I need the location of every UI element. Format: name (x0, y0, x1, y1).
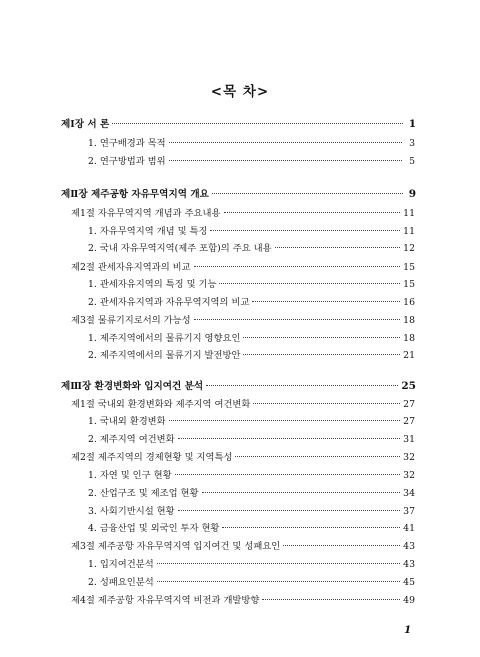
toc-entry[interactable] (88, 413, 415, 429)
toc-entry-page: 27 (403, 416, 415, 427)
toc-entry[interactable] (88, 347, 415, 363)
dot-leader (169, 150, 402, 161)
toc-entry-page: 21 (403, 350, 415, 361)
toc-entry[interactable] (88, 294, 415, 310)
toc-entry[interactable] (88, 485, 415, 501)
page-title: <목 차> (210, 84, 270, 100)
dot-leader (224, 202, 401, 213)
toc-entry-chapter-2[interactable] (61, 186, 416, 202)
toc-entry-label: 제Ⅱ장 제주공항 자유무역지역 개요 (61, 189, 209, 200)
toc-entry-label: 제1절 국내외 환경변화와 제주지역 여건변화 (71, 399, 251, 410)
toc-entry-section[interactable] (71, 205, 415, 221)
dot-leader (212, 183, 403, 194)
toc-entry-label: 2. 제주지역 여건변화 (88, 434, 175, 445)
toc-entry-page: 15 (403, 262, 415, 273)
toc-entry[interactable] (88, 431, 415, 447)
toc-entry-label: 1. 관세자유지역의 특징 및 기능 (88, 279, 217, 290)
toc-entry-page: 1 (408, 118, 416, 130)
toc-entry-page: 34 (403, 488, 415, 499)
toc-entry-page: 16 (403, 297, 415, 308)
dot-leader (222, 517, 400, 528)
dot-leader (275, 237, 401, 248)
toc-entry-label: 제Ⅰ장 서 론 (61, 119, 110, 130)
toc-entry-page: 9 (408, 188, 416, 200)
dot-leader (194, 309, 401, 320)
toc-entry-label: 1. 자유무역지역 개념 및 특징 (88, 226, 208, 237)
toc-entry-label: 1. 입지여건분석 (88, 559, 154, 570)
dot-leader (283, 535, 400, 546)
toc-entry-page: 32 (403, 470, 415, 481)
toc-entry[interactable] (88, 574, 415, 590)
toc-entry-label: 2. 성패요인분석 (88, 577, 154, 588)
dot-leader (112, 113, 403, 124)
toc-entry-label: 제2절 관세자유지역과의 비교 (71, 262, 191, 273)
toc-entry-label: 2. 산업구조 및 제조업 현황 (88, 488, 199, 499)
toc-entry-section[interactable] (71, 538, 415, 554)
toc-entry-page: 11 (403, 208, 415, 219)
dot-leader (175, 464, 401, 475)
toc-entry[interactable] (88, 135, 415, 151)
toc-entry-page: 27 (403, 399, 415, 410)
toc-entry-label: 1. 제주지역에서의 물류기지 영향요인 (88, 333, 241, 344)
dot-leader (202, 482, 401, 493)
dot-leader (178, 500, 401, 511)
toc-entry-page: 18 (403, 333, 415, 344)
dot-leader (169, 132, 402, 143)
toc-entry-page: 45 (403, 577, 415, 588)
toc-entry-page: 11 (403, 226, 415, 237)
toc-entry[interactable] (88, 467, 415, 483)
dot-leader (194, 256, 401, 267)
dot-leader (252, 291, 400, 302)
toc-entry-label: 1. 연구배경과 목적 (88, 138, 166, 149)
dot-leader (210, 220, 400, 231)
dot-leader (157, 553, 400, 564)
toc-entry[interactable] (88, 556, 415, 572)
toc-entry-label: 제4절 제주공항 자유무역지역 비전과 개발방향 (71, 595, 260, 606)
dot-leader (243, 327, 400, 338)
dot-leader (169, 410, 401, 421)
toc-entry-label: 1. 자연 및 인구 현황 (88, 470, 172, 481)
toc-entry-label: 제2절 제주지역의 경제현황 및 지역특성 (71, 452, 233, 463)
toc-entry-label: 제3절 제주공항 자유무역지역 입지여건 및 성패요인 (71, 541, 281, 552)
toc-entry-page: 43 (403, 559, 415, 570)
toc-entry-page: 12 (403, 243, 415, 254)
toc-entry-page: 43 (403, 541, 415, 552)
toc-entry-label: 2. 관세자유지역과 자유무역지역의 비교 (88, 297, 250, 308)
toc-entry-page: 25 (401, 380, 416, 392)
toc-entry[interactable] (88, 276, 415, 292)
toc-entry-page: 31 (403, 434, 415, 445)
dot-leader (235, 446, 400, 457)
toc-entry-page: 3 (409, 138, 415, 149)
toc-entry[interactable] (88, 240, 415, 256)
toc-entry-label: 제1절 자유무역지역 개념과 주요내용 (71, 208, 221, 219)
toc-entry-page: 15 (403, 279, 415, 290)
toc-entry[interactable] (88, 153, 415, 169)
dot-leader (253, 393, 400, 404)
toc-entry-label: 2. 제주지역에서의 물류기지 발전방안 (88, 350, 241, 361)
toc-entry-label: 2. 국내 자유무역지역(제주 포함)의 주요 내용 (88, 243, 272, 254)
toc-entry-section[interactable] (71, 592, 415, 608)
toc-entry-page: 18 (403, 315, 415, 326)
toc-entry-section[interactable] (71, 449, 415, 465)
toc-entry-page: 49 (403, 595, 415, 606)
dot-leader (157, 571, 400, 582)
dot-leader (243, 344, 400, 355)
toc-entry-chapter-3[interactable] (61, 378, 416, 394)
toc-entry-label: 제3절 물류기지로서의 가능성 (71, 315, 191, 326)
toc-entry-label: 3. 사회기반시설 현황 (88, 506, 175, 517)
toc-entry-page: 32 (403, 452, 415, 463)
toc-entry-label: 2. 연구방법과 범위 (88, 156, 166, 167)
toc-entry-page: 41 (403, 523, 415, 534)
dot-leader (206, 375, 398, 386)
toc-entry-label: 1. 국내외 환경변화 (88, 416, 166, 427)
toc-entry-page: 37 (403, 506, 415, 517)
toc-entry[interactable] (88, 520, 415, 536)
toc-entry-label: 4. 금융산업 및 외국인 투자 현황 (88, 523, 220, 534)
toc-entry-page: 5 (409, 156, 415, 167)
dot-leader (262, 589, 400, 600)
dot-leader (178, 428, 401, 439)
dot-leader (219, 273, 400, 284)
toc-entry-chapter-1[interactable] (61, 116, 416, 132)
toc-entry-section[interactable] (71, 312, 415, 328)
page-number: 1 (404, 624, 412, 636)
toc-entry-label: 제Ⅲ장 환경변화와 입지여건 분석 (61, 381, 204, 392)
